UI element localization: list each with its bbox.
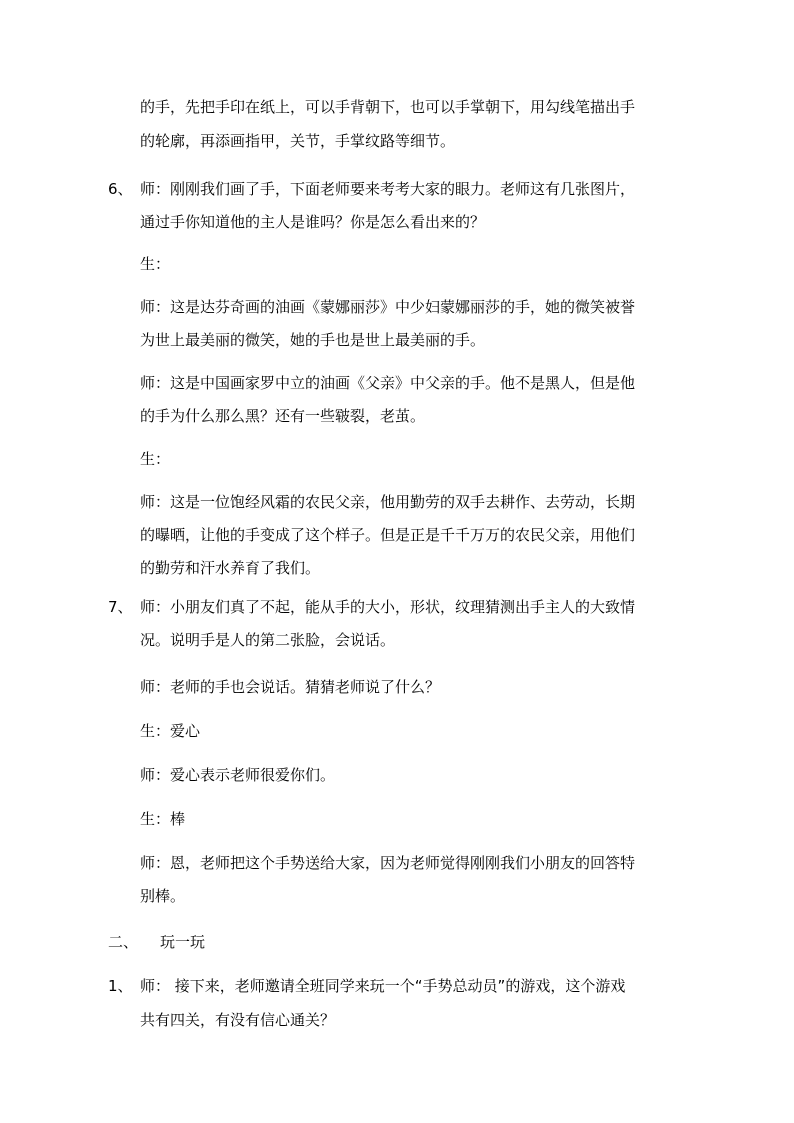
text-line: 师：小朋友们真了不起，能从手的大小，形状，纹理猜测出手主人的大致情 [140, 598, 636, 616]
text-line: 通过手你知道他的主人是谁吗？你是怎么看出来的？ [140, 213, 486, 231]
text-line: 师：老师的手也会说话。猜猜老师说了什么？ [140, 678, 441, 696]
text-line: 况。说明手是人的第二张脸，会说话。 [140, 631, 396, 649]
section-number: 二、 [108, 933, 139, 951]
text-line: 为世上最美丽的微笑，她的手也是世上最美丽的手。 [140, 331, 486, 349]
list-number: 1、 [108, 977, 133, 995]
text-line: 师： 接下来，老师邀请全班同学来玩一个“手势总动员”的游戏，这个游戏 [140, 977, 626, 995]
text-line: 师：爱心表示老师很爱你们。 [140, 766, 336, 784]
text-line: 的手为什么那么黑？还有一些皲裂，老茧。 [140, 407, 426, 425]
text-line: 的手，先把手印在纸上，可以手背朝下，也可以手掌朝下，用勾线笔描出手 [140, 98, 636, 116]
section-heading: 玩一玩 [160, 933, 206, 951]
text-line: 师：这是中国画家罗中立的油画《父亲》中父亲的手。他不是黑人，但是他 [140, 374, 636, 392]
text-line: 师：恩，老师把这个手势送给大家，因为老师觉得刚刚我们小朋友的回答特 [140, 854, 636, 872]
text-line: 的曝晒，让他的手变成了这个样子。但是正是千千万万的农民父亲，用他们 [140, 526, 636, 544]
list-number: 6、 [108, 180, 133, 198]
text-line: 共有四关，有没有信心通关？ [140, 1011, 336, 1029]
text-line: 师：刚刚我们画了手，下面老师要来考考大家的眼力。老师这有几张图片， [140, 180, 636, 198]
text-line: 的勤劳和汗水养育了我们。 [140, 559, 321, 577]
text-line: 别棒。 [140, 887, 186, 905]
text-line: 生：棒 [140, 810, 186, 828]
list-number: 7、 [108, 598, 133, 616]
text-line: 生： [140, 450, 171, 468]
text-line: 的轮廓，再添画指甲，关节，手掌纹路等细节。 [140, 132, 456, 150]
text-line: 师：这是一位饱经风霜的农民父亲，他用勤劳的双手去耕作、去劳动，长期 [140, 493, 636, 511]
text-line: 生： [140, 255, 171, 273]
text-line: 生：爱心 [140, 722, 201, 740]
text-line: 师：这是达芬奇画的油画《蒙娜丽莎》中少妇蒙娜丽莎的手，她的微笑被誉 [140, 298, 636, 316]
